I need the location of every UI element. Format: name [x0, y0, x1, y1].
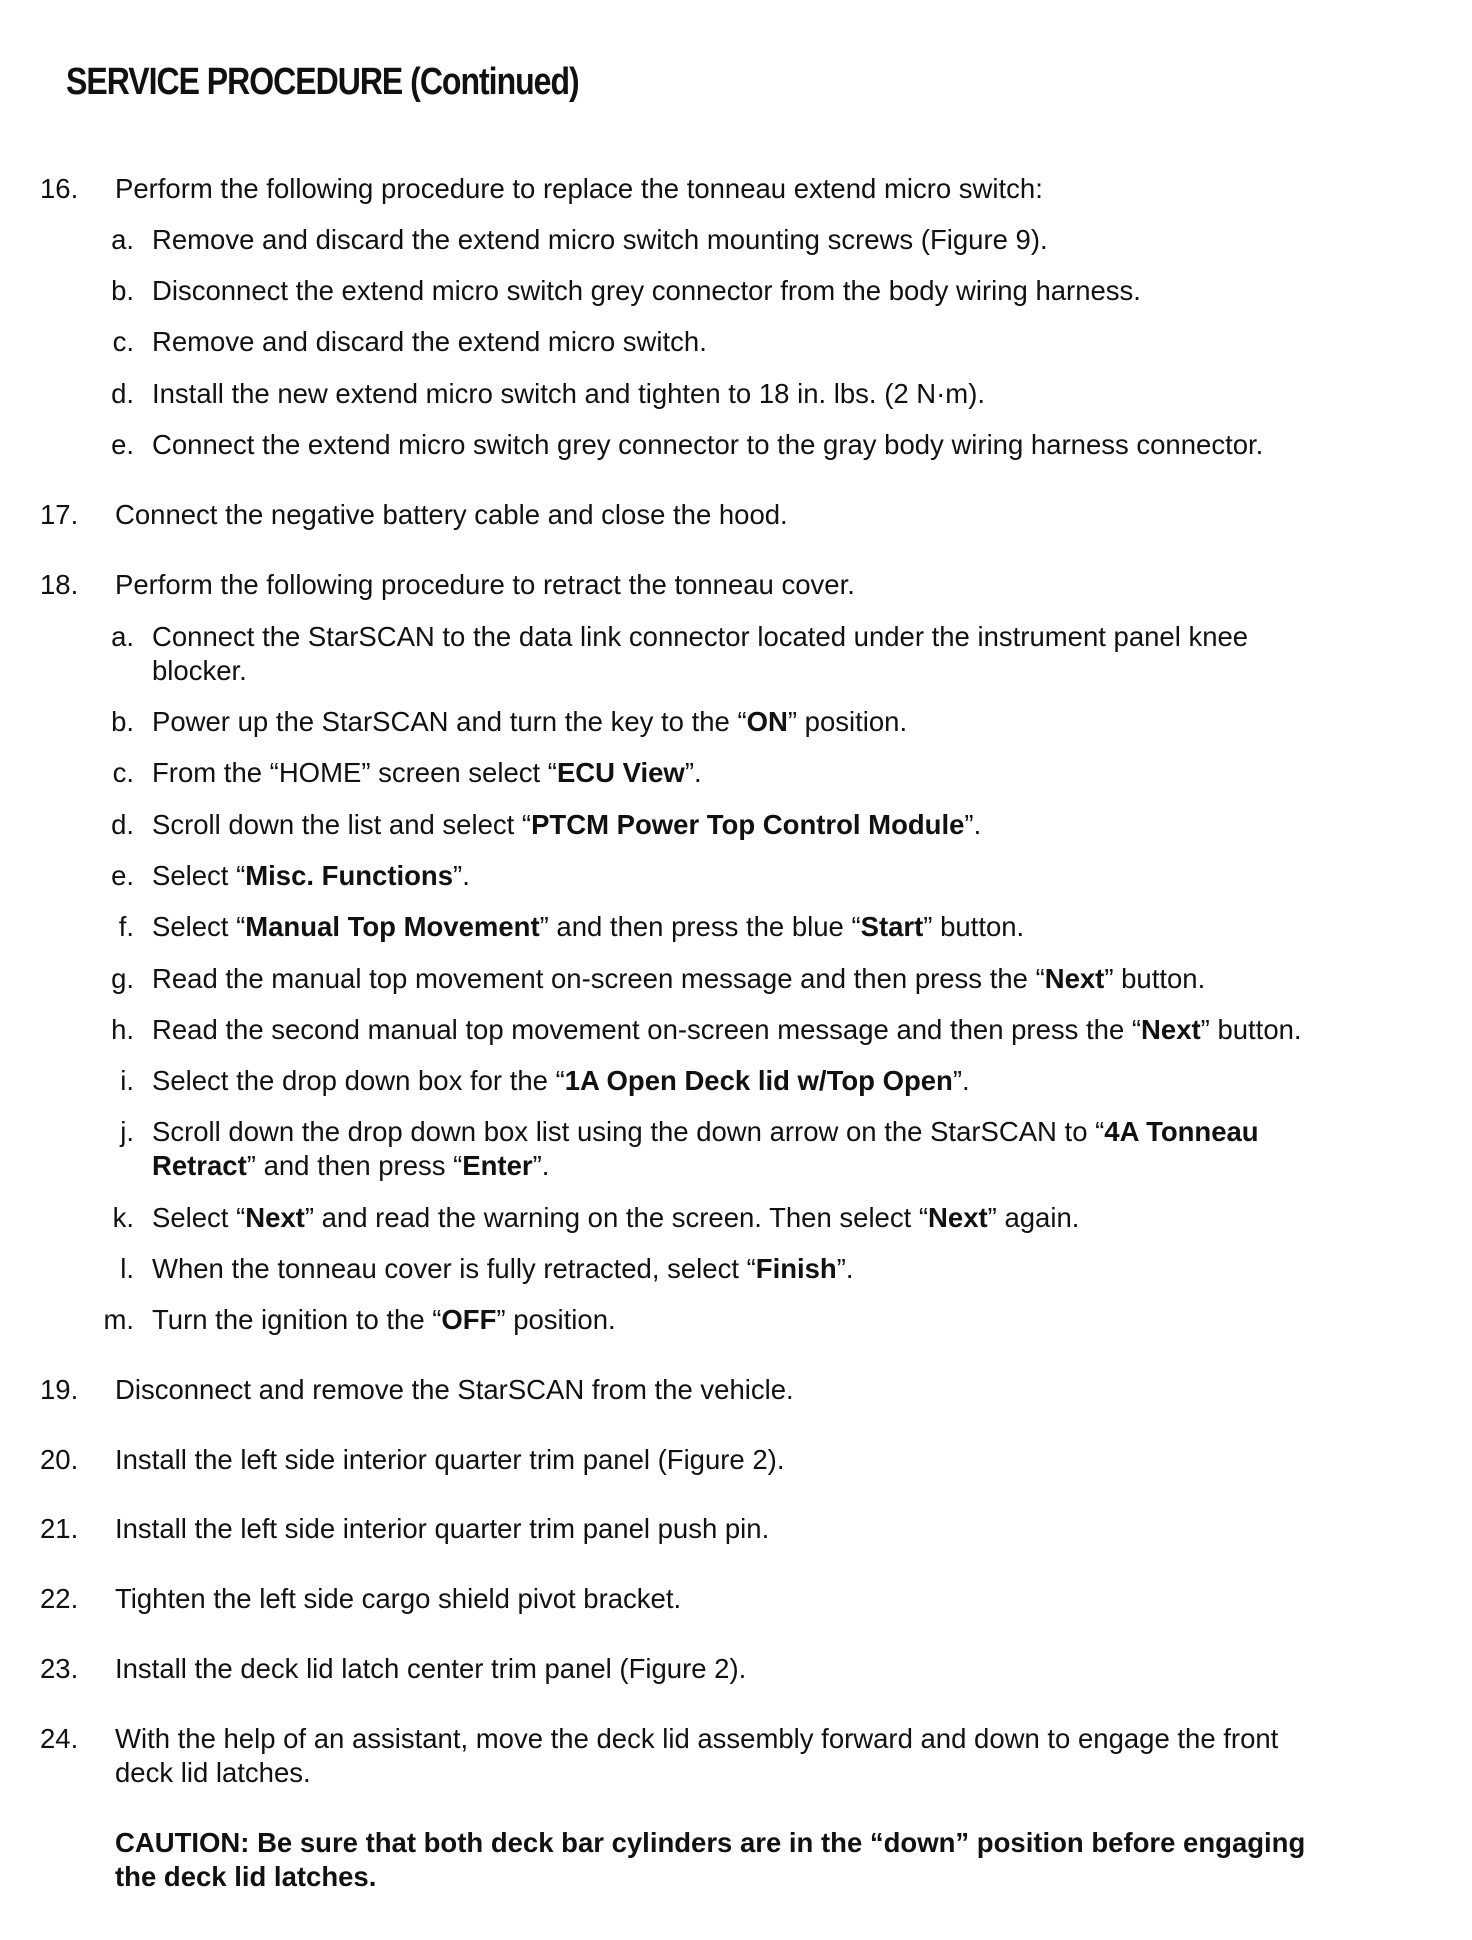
step-text: Install the left side interior quarter trim panel push pin.	[115, 1513, 770, 1544]
substep-letter: h.	[111, 1014, 134, 1045]
substep-letter: l.	[120, 1253, 134, 1284]
substep-text: Read the second manual top movement on-screen message and then press the “Next” button.	[152, 1014, 1302, 1045]
substep-letter: d.	[111, 809, 134, 840]
substep-letter: b.	[111, 706, 134, 737]
step-number: 16.	[40, 173, 79, 204]
step-number: 23.	[40, 1653, 79, 1684]
substep-text: Read the manual top movement on-screen message and then press the “Next” button.	[152, 963, 1206, 994]
substep-text: Select “Next” and read the warning on the screen. Then select “Next” again.	[152, 1202, 1080, 1233]
substep-letter: c.	[112, 757, 134, 788]
step-number: 24.	[40, 1723, 79, 1754]
step-text: Install the left side interior quarter trim panel (Figure 2).	[115, 1444, 785, 1475]
step-text: Connect the negative battery cable and close the hood.	[115, 499, 788, 530]
step-text: Install the deck lid latch center trim panel (Figure 2).	[115, 1653, 747, 1684]
substep-text: Power up the StarSCAN and turn the key to the “ON” position.	[152, 706, 908, 737]
substep-letter: f.	[118, 911, 134, 942]
substep-letter: e.	[111, 429, 134, 460]
substep-letter: j.	[120, 1116, 134, 1147]
substep-text: Disconnect the extend micro switch grey connector from the body wiring harness.	[152, 275, 1141, 306]
substep-letter: a.	[111, 621, 134, 652]
substep-letter: d.	[111, 378, 134, 409]
substep-letter: b.	[111, 275, 134, 306]
substep-text: Connect the StarSCAN to the data link connector located under the instrument panel knee	[152, 621, 1249, 652]
substep-text: blocker.	[152, 655, 247, 686]
step-text: Perform the following procedure to replace the tonneau extend micro switch:	[115, 173, 1043, 204]
substep-letter: i.	[120, 1065, 134, 1096]
step-text: Perform the following procedure to retract the tonneau cover.	[115, 569, 855, 600]
substep-letter: e.	[111, 860, 134, 891]
substep-text: Select “Misc. Functions”.	[152, 860, 470, 891]
substep-text: Scroll down the list and select “PTCM Power Top Control Module”.	[152, 809, 982, 840]
substep-letter: m.	[103, 1304, 134, 1335]
substep-text: When the tonneau cover is fully retracted, select “Finish”.	[152, 1253, 854, 1284]
substep-text: Scroll down the drop down box list using the down arrow on the StarSCAN to “4A Tonneau	[152, 1116, 1259, 1147]
substep-text: Remove and discard the extend micro switch mounting screws (Figure 9).	[152, 224, 1048, 255]
substep-text: From the “HOME” screen select “ECU View”.	[152, 757, 702, 788]
step-number: 19.	[40, 1374, 79, 1405]
substep-letter: c.	[112, 326, 134, 357]
substep-text: Select “Manual Top Movement” and then press the blue “Start” button.	[152, 911, 1025, 942]
step-number: 18.	[40, 569, 79, 600]
substep-text: Remove and discard the extend micro switch.	[152, 326, 707, 357]
substep-letter: k.	[112, 1202, 134, 1233]
step-text: deck lid latches.	[115, 1757, 311, 1788]
caution-note: CAUTION: Be sure that both deck bar cylinders are in the “down” position before engaging	[115, 1827, 1306, 1858]
step-text: Tighten the left side cargo shield pivot bracket.	[115, 1583, 682, 1614]
page-title: SERVICE PROCEDURE (Continued)	[66, 60, 579, 103]
step-number: 17.	[40, 499, 79, 530]
caution-note-line2: the deck lid latches.	[115, 1861, 377, 1892]
substep-letter: g.	[111, 963, 134, 994]
substep-text: Retract” and then press “Enter”.	[152, 1150, 550, 1181]
substep-letter: a.	[111, 224, 134, 255]
substep-text: Connect the extend micro switch grey connector to the gray body wiring harness connector.	[152, 429, 1264, 460]
step-text: With the help of an assistant, move the deck lid assembly forward and down to engage the front	[115, 1723, 1279, 1754]
step-number: 22.	[40, 1583, 79, 1614]
step-number: 21.	[40, 1513, 79, 1544]
step-text: Disconnect and remove the StarSCAN from the vehicle.	[115, 1374, 794, 1405]
substep-text: Turn the ignition to the “OFF” position.	[152, 1304, 616, 1335]
step-number: 20.	[40, 1444, 79, 1475]
substep-text: Select the drop down box for the “1A Open Deck lid w/Top Open”.	[152, 1065, 970, 1096]
substep-text: Install the new extend micro switch and tighten to 18 in. lbs. (2 N·m).	[152, 378, 986, 409]
